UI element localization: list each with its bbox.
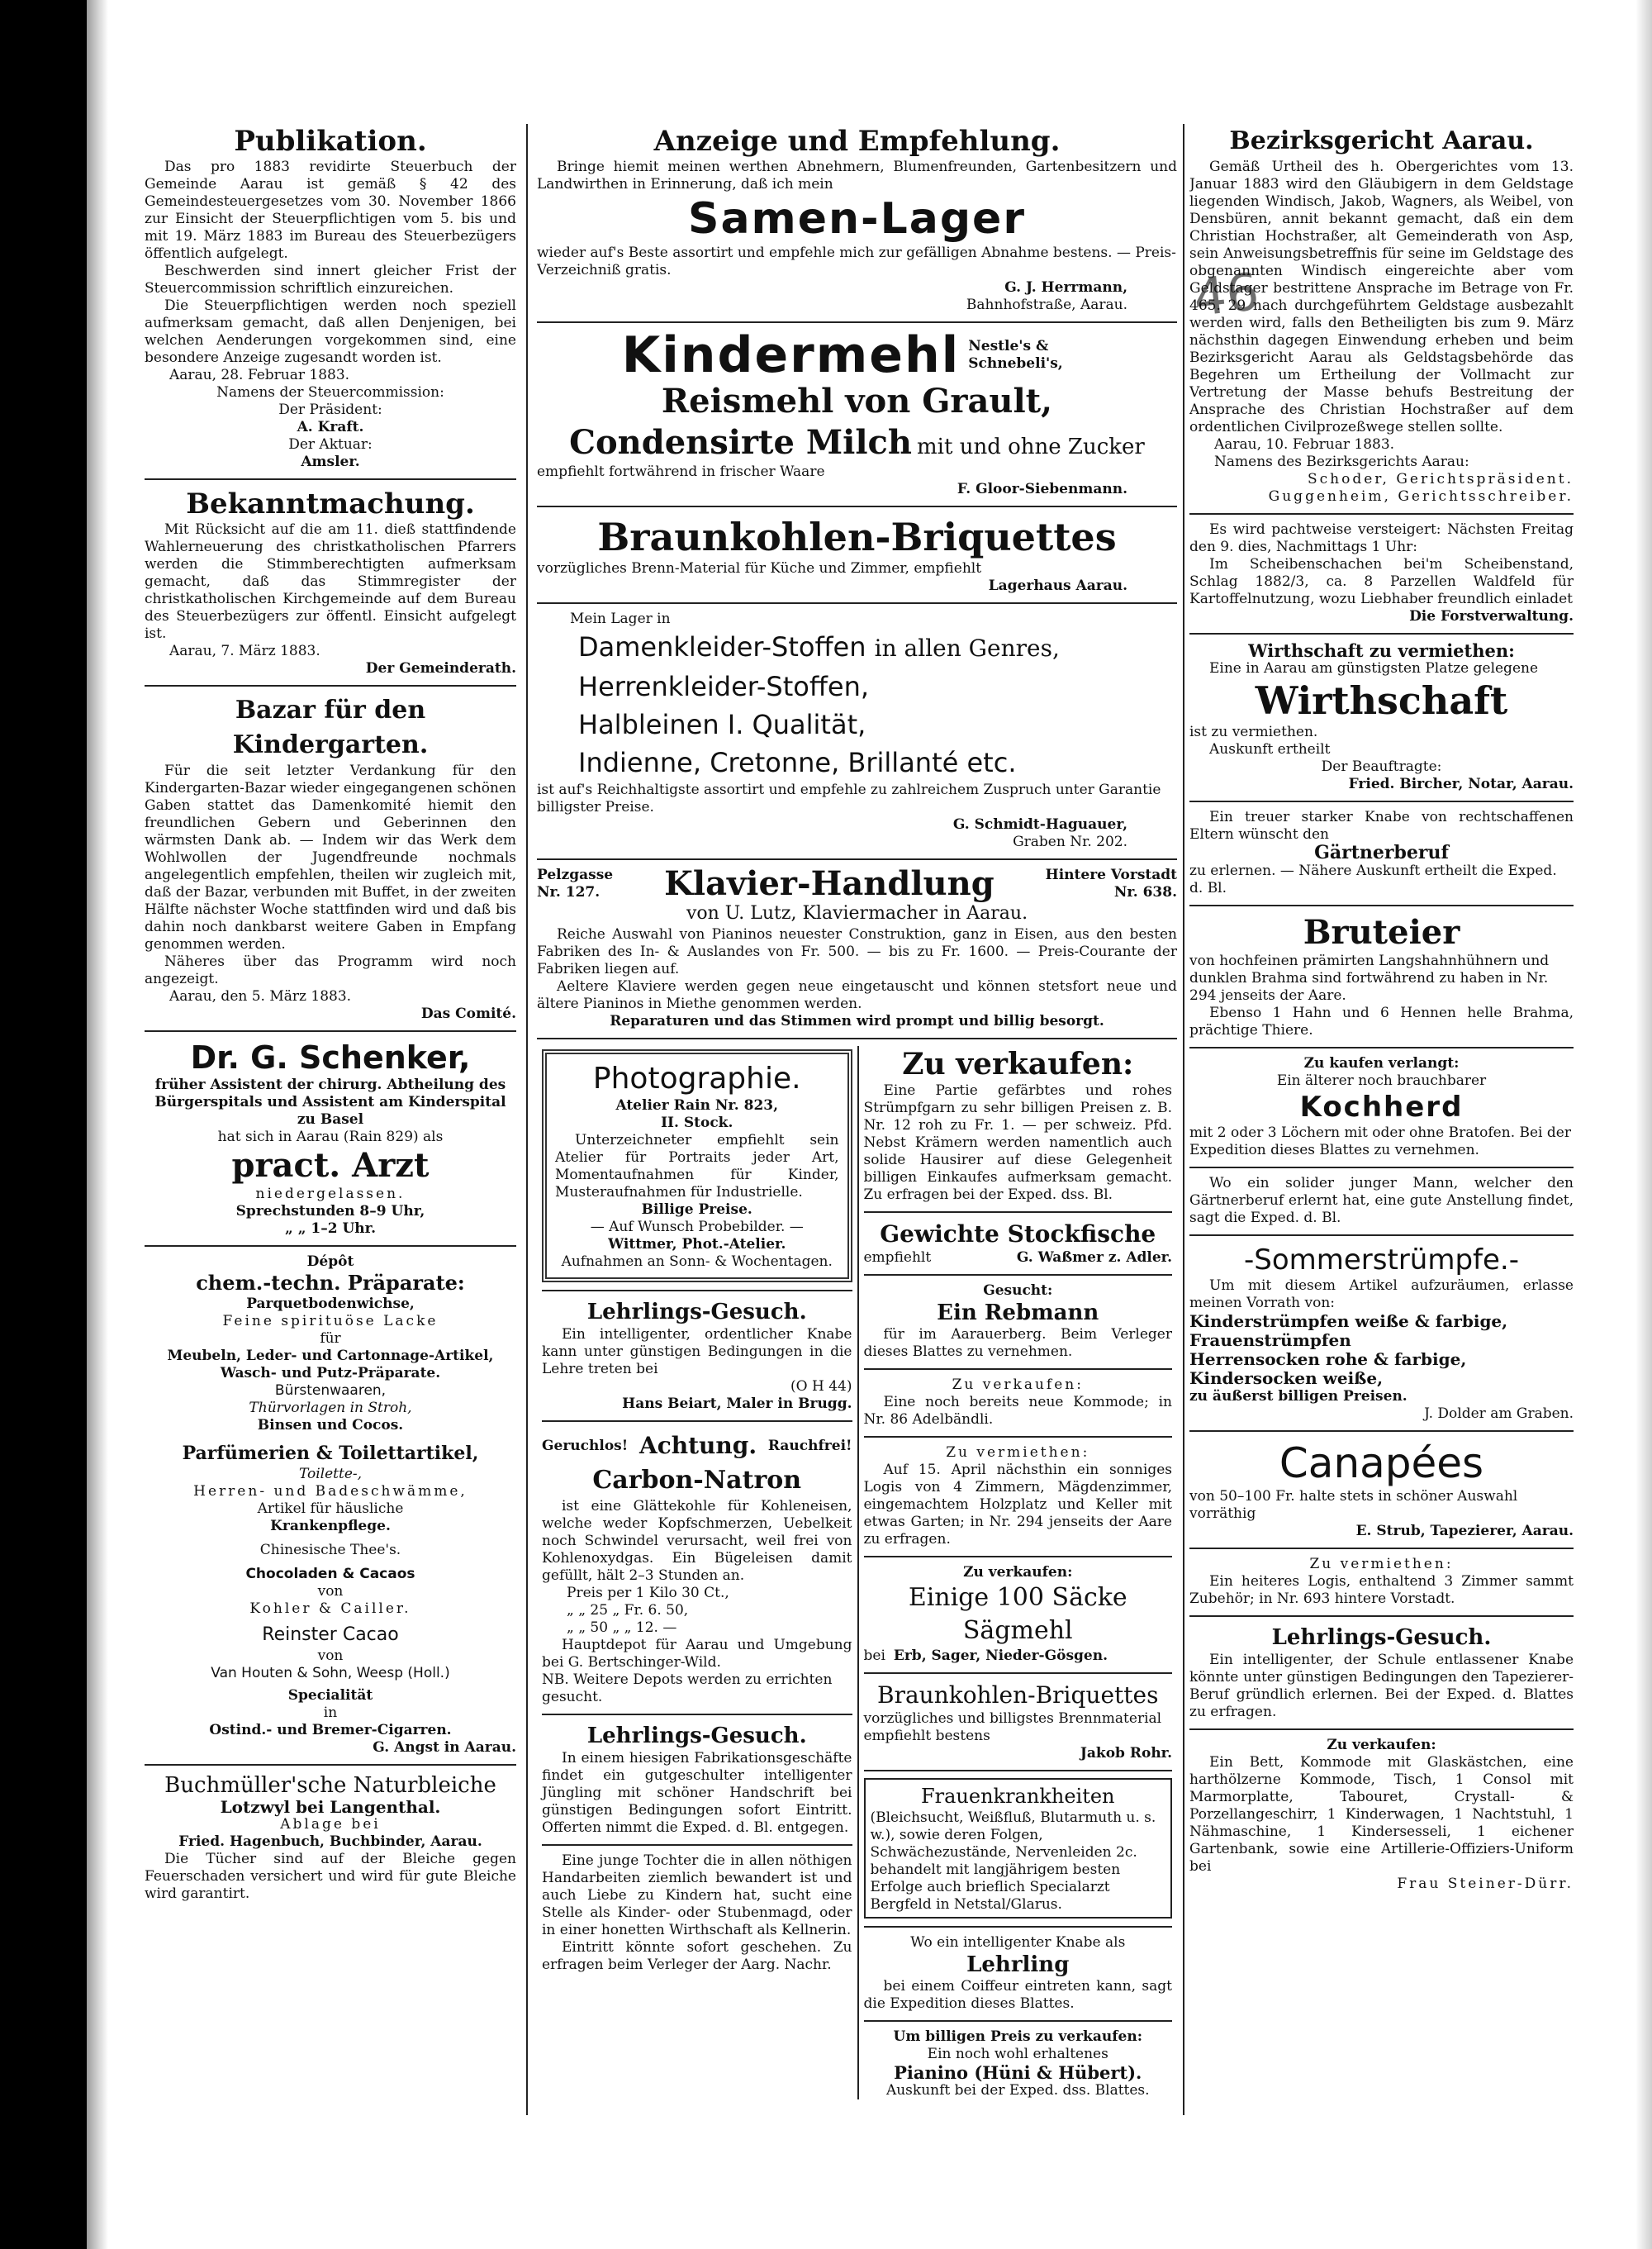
ad-samen bbox=[537, 124, 1177, 314]
ad-pianino bbox=[864, 2028, 1173, 2099]
ad-line: für bbox=[320, 1330, 341, 1347]
ad-subtitle: Lotzwyl bei Langenthal. bbox=[220, 1797, 441, 1817]
ad-signature: Wittmer, Phot.-Atelier. bbox=[608, 1236, 786, 1253]
ad-title: Gesucht: bbox=[983, 1282, 1053, 1299]
ad-line: Feine spirituöse Lacke bbox=[222, 1313, 439, 1329]
ad-body: In einem hiesigen Fabrikationsgeschäfte findet ein gutgeschulter intelligenter Jüngling mit schöner Handschrift bei günstigen Bedingungen sofort Eintritt. Offerten nimmt die Exped. d. Bl. entgegen. bbox=[542, 1750, 852, 1836]
ad-signature: Die Forstverwaltung. bbox=[1409, 608, 1574, 625]
ad-subtitle: chem.-techn. Präparate: bbox=[196, 1271, 465, 1295]
ad-signature: G. Angst in Aarau. bbox=[373, 1739, 516, 1756]
ad-on-behalf: Namens der Steuercommission: bbox=[216, 384, 444, 401]
ad-date: Aarau, 28. Februar 1883. bbox=[169, 367, 350, 383]
ad-signature: J. Dolder am Graben. bbox=[1424, 1405, 1574, 1422]
ad-body: Die Tücher sind auf der Bleiche gegen Feuerschaden versichert und wird für gute Bleiche wird garantirt. bbox=[145, 1851, 516, 1902]
ad-headline: Kochherd bbox=[1299, 1091, 1464, 1124]
page-edge bbox=[1635, 0, 1652, 2249]
ad-body: für im Aarauerberg. Beim Verleger dieses Blattes zu vernehmen. bbox=[863, 1326, 1172, 1360]
ad-intro: Mein Lager in bbox=[570, 611, 671, 627]
ad-title: Braunkohlen-Briquettes bbox=[877, 1681, 1159, 1709]
ad-klavier bbox=[537, 864, 1177, 1030]
ad-title: Gewichte Stockfische bbox=[880, 1220, 1156, 1248]
divider bbox=[864, 1672, 1173, 1674]
ad-vermiethen bbox=[864, 1444, 1173, 1548]
ad-line: Toilette-, bbox=[298, 1466, 363, 1482]
ad-address: Pelzgasse bbox=[537, 867, 614, 883]
ad-address: Nr. 638. bbox=[1113, 884, 1177, 901]
ad-body: bei bbox=[863, 1648, 885, 1664]
ad-signature: Amsler. bbox=[301, 454, 360, 470]
ad-line: von bbox=[317, 1648, 344, 1664]
ad-line: Meubeln, Leder- und Cartonnage-Artikel, bbox=[167, 1348, 494, 1364]
ad-body: Auskunft ertheilt bbox=[1209, 741, 1331, 758]
ad-signature: Erb, Sager, Nieder-Gösgen. bbox=[893, 1648, 1108, 1664]
ad-line: Kohler & Cailler. bbox=[249, 1600, 411, 1617]
column-divider-left bbox=[526, 124, 528, 2115]
ad-signature: Der Gemeinderath. bbox=[365, 660, 516, 677]
ad-line: in allen Genres, bbox=[874, 635, 1060, 662]
ad-signature: G. Schmidt-Haguauer, bbox=[952, 816, 1127, 833]
divider bbox=[864, 1436, 1173, 1438]
binding-shadow bbox=[87, 0, 108, 2249]
ad-line: Parquetbodenwichse, bbox=[246, 1296, 415, 1312]
ad-kommode bbox=[864, 1377, 1173, 1429]
ad-body: Ein älterer noch brauchbarer bbox=[1276, 1072, 1487, 1089]
divider bbox=[1189, 905, 1574, 906]
column-divider-right bbox=[1183, 124, 1184, 2115]
divider bbox=[864, 1211, 1173, 1213]
ad-achtung bbox=[542, 1429, 852, 1706]
ad-title: Zu verkaufen: bbox=[952, 1377, 1084, 1393]
ad-body: empfiehlt fortwährend in frischer Waare bbox=[537, 464, 825, 480]
ad-stoffe bbox=[537, 611, 1177, 851]
ad-body: empfiehlt bbox=[863, 1249, 932, 1266]
ad-brand: Nestle's & Schnebeli's, bbox=[968, 338, 1063, 372]
ad-headline: Samen-Lager bbox=[688, 194, 1026, 244]
divider bbox=[864, 1770, 1173, 1771]
ad-body: Das pro 1883 revidirte Steuerbuch der Gemeinde Aarau ist gemäß § 42 des Gemeindesteuergesetzes vom 30. November 1866 zur Einsicht der Steuerpflichtigen vom 5. bis und mit 19. März 1883 im Bureau des Steuerbezügers öffentlich aufgelegt. bbox=[145, 159, 516, 262]
ad-title: Wirthschaft zu vermiethen: bbox=[1248, 640, 1515, 661]
divider bbox=[537, 506, 1177, 507]
divider bbox=[537, 321, 1177, 323]
ad-body: Ein treuer starker Knabe von rechtschaffenen Eltern wünscht den bbox=[1189, 809, 1574, 843]
divider bbox=[864, 2020, 1173, 2022]
ad-signature: Guggenheim, Gerichtsschreiber. bbox=[1268, 488, 1574, 505]
ad-body: wieder auf's Beste assortirt und empfehle mich zur gefälligen Abnahme bestens. — Preis-Verzeichniß gratis. bbox=[537, 245, 1176, 278]
ad-body: Eine Partie gefärbtes und rohes Strümpfgarn zu sehr billigen Preisen z. B. Nr. 12 roh zu Fr. 1. — per schweiz. Pfd. Nebst Krämern werden namentlich auch solide Hausirer auf diese Gelegenheit billigen Einkaufes aufmerksam gemacht. Zu erfragen bei der Exped. dss. Bl. bbox=[863, 1082, 1172, 1203]
ad-body: Beschwerden sind innert gleicher Frist der Steuercommission schriftlich einzureichen. bbox=[145, 263, 516, 297]
ad-line: Atelier Rain Nr. 823, bbox=[615, 1097, 779, 1114]
subcolumn-right bbox=[857, 1046, 1178, 2099]
ad-body: Eintritt könnte sofort geschehen. Zu erfragen beim Verleger der Aarg. Nachr. bbox=[542, 1939, 852, 1973]
ad-body: von 50–100 Fr. halte stets in schöner Auswahl vorräthig bbox=[1189, 1488, 1518, 1522]
ad-body: Mit Rücksicht auf die am 11. dieß stattfindende Wahlerneuerung des christkatholischen Pfarrers werden die Stimmberechtigten aufmerksam gemacht, daß das Stimmregister der christkatholischen Kirchgemeinde auf dem Bureau des Steuerbezügers zur öffentl. Einsicht aufgelegt ist. bbox=[145, 521, 516, 642]
ad-signature: Hans Beiart, Maler in Brugg. bbox=[622, 1396, 852, 1412]
divider bbox=[145, 685, 516, 687]
ad-body: Ebenso 1 Hahn und 6 Hennen helle Brahma, prächtige Thiere. bbox=[1189, 1005, 1574, 1039]
ad-subtitle: von U. Lutz, Klaviermacher in Aarau. bbox=[686, 903, 1028, 924]
divider bbox=[145, 478, 516, 480]
ad-body: (Bleichsucht, Weißfluß, Blutarmuth u. s. w.), sowie deren Folgen, Schwächezustände, Nervenleiden 2c. behandelt mit langjährigem besten Erfolge auch brieflich Specialarzt Bergfeld in Netstal/Glarus. bbox=[870, 1809, 1156, 1913]
ad-moebel bbox=[1189, 1737, 1574, 1893]
ad-title: Gärtnerberuf bbox=[1314, 842, 1449, 863]
ad-line: Billige Preise. bbox=[641, 1201, 752, 1218]
ad-address: Bahnhofstraße, Aarau. bbox=[966, 297, 1127, 313]
ad-signature: G. J. Herrmann, bbox=[1004, 279, 1127, 296]
ad-body: Um mit diesem Artikel aufzuräumen, erlasse meinen Vorrath von: bbox=[1189, 1277, 1574, 1311]
ad-lehrling-2 bbox=[542, 1722, 852, 1837]
ad-line: Aufnahmen an Sonn- & Wochentagen. bbox=[561, 1253, 833, 1270]
ad-title: Frauenkrankheiten bbox=[920, 1785, 1115, 1808]
ad-signature: A. Kraft. bbox=[297, 419, 364, 435]
ad-body: mit 2 oder 3 Löchern mit oder ohne Bratofen. Bei der Expedition dieses Blattes zu vernehmen. bbox=[1189, 1124, 1571, 1158]
divider bbox=[864, 1926, 1173, 1928]
divider bbox=[1189, 1548, 1574, 1549]
ad-body: Wo ein solider junger Mann, welcher den Gärtnerberuf erlernt hat, eine gute Anstellung findet, sagt die Exped. d. Bl. bbox=[1189, 1175, 1574, 1226]
ad-line: Bürstenwaaren, bbox=[274, 1382, 387, 1399]
ad-headline: Wirthschaft bbox=[1255, 678, 1508, 723]
ad-line: II. Stock. bbox=[661, 1115, 733, 1131]
divider bbox=[537, 602, 1177, 604]
ad-body: niedergelassen. bbox=[255, 1186, 406, 1202]
divider bbox=[1189, 513, 1574, 515]
ad-title: Dr. G. Schenker, bbox=[190, 1039, 471, 1076]
ad-tag: Geruchlos! bbox=[542, 1437, 629, 1454]
ad-title: Dépôt bbox=[306, 1253, 354, 1270]
ad-headline: Einige 100 Säcke Sägmehl bbox=[908, 1583, 1127, 1645]
ad-title: Zu verkaufen: bbox=[902, 1047, 1134, 1082]
ad-line: Herren- und Badeschwämme, bbox=[193, 1483, 468, 1500]
ad-body: NB. Weitere Depots werden zu errichten gesucht. bbox=[542, 1671, 833, 1705]
ad-subtitle: Ein Rebmann bbox=[937, 1300, 1099, 1325]
ad-body: hat sich in Aarau (Rain 829) als bbox=[217, 1129, 444, 1145]
divider bbox=[537, 858, 1177, 860]
ad-body: Ein Bett, Kommode mit Glaskästchen, eine harthölzerne Kommode, Tisch, 1 Consol mit Marmorplatte, Tabouret, Crystall- & Porzellangeschirr, 1 Kinderwagen, 1 Nachtstuhl, 1 Nähmaschine, 1 Kindersesseli, 1 eichener Gartenbank, sowie eine Artillerie-Offiziers-Uniform bei bbox=[1189, 1754, 1574, 1875]
ad-line: Chocoladen & Cacaos bbox=[245, 1566, 415, 1582]
ad-body: Unterzeichneter empfiehlt sein Atelier für Portraits jeder Art, Momentaufnahmen für Kinder, Musteraufnahmen für Industrielle. bbox=[555, 1132, 839, 1201]
ad-line: Ablage bei bbox=[280, 1816, 381, 1833]
column-right bbox=[1189, 124, 1574, 1893]
ad-tag: Rauchfrei! bbox=[767, 1437, 852, 1454]
ad-date: Aarau, 10. Februar 1883. bbox=[1214, 436, 1395, 453]
ad-body: Reiche Auswahl von Pianinos neuester Construktion, ganz in Eisen, aus den besten Fabriken des In- & Auslandes von Fr. 500. — bis zu Fr. 1600. — Preis-Courante der Fabriken liegen auf. bbox=[537, 926, 1177, 977]
divider bbox=[1189, 1234, 1574, 1236]
ad-lehrling-1 bbox=[542, 1298, 852, 1413]
ad-line: von bbox=[317, 1583, 344, 1600]
ad-line: Frauenstrümpfen bbox=[1189, 1330, 1351, 1350]
ad-title: Bezirksgericht Aarau. bbox=[1229, 126, 1534, 155]
ad-strumpfgarn bbox=[864, 1046, 1173, 1204]
ad-address: Nr. 127. bbox=[537, 884, 601, 901]
ad-line: Artikel für häusliche bbox=[257, 1500, 404, 1517]
ad-body: Aeltere Klaviere werden gegen neue eingetauscht und können stetsfort neue und ältere Pianinos in Miethe genommen werden. bbox=[537, 978, 1177, 1012]
ad-signature: Fried. Bircher, Notar, Aarau. bbox=[1348, 776, 1574, 792]
divider bbox=[864, 1368, 1173, 1370]
ad-line: Krankenpflege. bbox=[270, 1518, 391, 1534]
ad-body: Ein intelligenter, ordentlicher Knabe kann unter günstigen Bedingungen in die Lehre treten bei bbox=[542, 1326, 852, 1377]
ad-body: vorzügliches Brenn-Material für Küche und Zimmer, empfiehlt bbox=[537, 560, 982, 577]
ad-signature: Jakob Rohr. bbox=[1080, 1745, 1172, 1762]
ad-line: Ostind.- und Bremer-Cigarren. bbox=[209, 1722, 452, 1738]
ad-line: Thürvorlagen in Stroh, bbox=[249, 1400, 412, 1416]
divider bbox=[1189, 1728, 1574, 1730]
subcolumn-left bbox=[537, 1046, 857, 1974]
ad-headline: Pianino (Hüni & Hübert). bbox=[894, 2062, 1142, 2083]
ad-body: ist eine Glättekohle für Kohleneisen, welche weder Kopfschmerzen, Uebelkeit noch Schwindel verursacht, weil frei von Kohlenoxydgas. Ein Bügeleisen damit gefüllt, hält 2–3 Stunden an. bbox=[542, 1498, 852, 1584]
ad-pacht bbox=[1189, 521, 1574, 625]
ad-body: Es wird pachtweise versteigert: Nächsten Freitag den 9. dies, Nachmittags 1 Uhr: bbox=[1189, 521, 1574, 555]
ad-intro: Wo ein intelligenter Knabe als bbox=[910, 1934, 1126, 1951]
ad-mann bbox=[1189, 1175, 1574, 1227]
ad-body: Reparaturen und das Stimmen wird prompt und billig besorgt. bbox=[610, 1013, 1104, 1029]
ad-line: Halbleinen I. Qualität, bbox=[578, 709, 866, 740]
ad-canapees bbox=[1189, 1438, 1574, 1540]
divider bbox=[1189, 1430, 1574, 1432]
ad-address: Graben Nr. 202. bbox=[1013, 834, 1127, 850]
ad-wirthschaft bbox=[1189, 641, 1574, 793]
ad-body: Bringe hiemit meinen werthen Abnehmern, Blumenfreunden, Gartenbesitzern und Landwirthen in Erinnerung, daß ich mein bbox=[537, 159, 1177, 193]
ad-schenker bbox=[145, 1039, 516, 1238]
column-middle bbox=[537, 124, 1177, 2099]
ad-date: Aarau, 7. März 1883. bbox=[169, 643, 320, 659]
ad-body: von hochfeinen prämirten Langshahnhühnern und dunklen Brahma sind fortwährend zu haben in Nr. 294 jenseits der Aare. bbox=[1189, 953, 1550, 1004]
ad-signature: Lagerhaus Aarau. bbox=[988, 578, 1127, 594]
ad-title: Klavier-Handlung bbox=[664, 864, 995, 903]
ad-sommerstruempfe bbox=[1189, 1243, 1574, 1423]
ad-body: ist zu vermiethen. bbox=[1189, 724, 1318, 740]
ad-code: (O H 44) bbox=[790, 1378, 852, 1395]
ad-title: Zu kaufen verlangt: bbox=[1303, 1055, 1460, 1072]
ad-body: Auf 15. April nächsthin ein sonniges Logis von 4 Zimmern, Mägdenzimmer, eingemachtem Holzplatz und Keller mit etwas Garten; in Nr. 294 jenseits der Aare zu erfragen. bbox=[863, 1462, 1172, 1548]
ad-line: Chinesische Thee's. bbox=[259, 1542, 401, 1558]
ad-line: Fried. Hagenbuch, Buchbinder, Aarau. bbox=[178, 1833, 482, 1850]
ad-title: Bazar für den Kindergarten. bbox=[232, 696, 429, 759]
ad-signature: E. Strub, Tapezierer, Aarau. bbox=[1355, 1523, 1574, 1539]
ad-body: Auskunft bei der Exped. dss. Blattes. bbox=[885, 2082, 1150, 2099]
ad-body: Eine noch bereits neue Kommode; in Nr. 86 Adelbändli. bbox=[863, 1394, 1172, 1428]
ad-title: Lehrlings-Gesuch. bbox=[586, 1300, 807, 1324]
ad-saegmehl bbox=[864, 1564, 1173, 1665]
ad-title: Zu verkaufen: bbox=[963, 1564, 1073, 1581]
ad-body: Der Beauftragte: bbox=[1321, 758, 1442, 775]
ad-signature: Das Comité. bbox=[420, 1006, 516, 1022]
ad-logis bbox=[1189, 1556, 1574, 1608]
ad-tochter bbox=[542, 1852, 852, 1974]
ad-publikation bbox=[145, 124, 516, 471]
ad-line: Specialität bbox=[287, 1687, 373, 1704]
ad-title: Canapées bbox=[1279, 1439, 1484, 1487]
ad-price: „ „ 25 „ Fr. 6. 50, bbox=[567, 1602, 689, 1619]
ad-rebmann bbox=[864, 1282, 1173, 1361]
ad-subtitle: pract. Arzt bbox=[231, 1146, 430, 1185]
ad-body: Die Steuerpflichtigen werden noch speziell aufmerksam gemacht, daß allen Denjenigen, bei welchen Aenderungen vorgekommen sind, eine besondere Anzeige zugesandt worden ist. bbox=[145, 297, 516, 366]
ad-bleiche bbox=[145, 1772, 516, 1903]
divider bbox=[145, 1245, 516, 1247]
ad-role: Der Aktuar: bbox=[288, 436, 373, 453]
ad-line: Parfümerien & Toilettartikel, bbox=[182, 1443, 479, 1464]
divider bbox=[1189, 801, 1574, 802]
divider bbox=[145, 1764, 516, 1766]
ad-body: Hauptdepot für Aarau und Umgebung bei G. Bertschinger-Wild. bbox=[542, 1637, 852, 1671]
ad-line: Van Houten & Sohn, Weesp (Holl.) bbox=[211, 1665, 450, 1681]
ad-body: zu erlernen. — Nähere Auskunft ertheilt die Exped. d. Bl. bbox=[1189, 863, 1557, 896]
ad-hours: Sprechstunden 8–9 Uhr, bbox=[235, 1203, 425, 1220]
ad-lehrling-3 bbox=[864, 1934, 1173, 2013]
ad-price: „ „ 50 „ „ 12. — bbox=[567, 1619, 677, 1636]
ad-title: Lehrlings-Gesuch. bbox=[1271, 1625, 1492, 1650]
ad-title: Lehrlings-Gesuch. bbox=[586, 1724, 807, 1748]
divider bbox=[537, 1038, 1177, 1039]
ad-bruteier bbox=[1189, 913, 1574, 1039]
divider bbox=[542, 1844, 852, 1846]
ad-hours: „ „ 1–2 Uhr. bbox=[285, 1220, 376, 1237]
ad-bazar bbox=[145, 693, 516, 1023]
ad-body: Ein intelligenter, der Schule entlassener Knabe könnte unter günstigen Bedingungen den Tapezierer-Beruf gründlich erlernen. Bei der Exped. d. Blattes zu erfragen. bbox=[1189, 1652, 1574, 1720]
ad-kindermehl bbox=[537, 326, 1177, 498]
ad-role: Der Präsident: bbox=[278, 402, 382, 418]
ad-price: Preis per 1 Kilo 30 Ct., bbox=[567, 1585, 729, 1601]
ad-title: Achtung. bbox=[638, 1432, 757, 1459]
ad-title: Zu vermiethen: bbox=[1309, 1556, 1454, 1572]
ad-headline: Kindermehl bbox=[621, 326, 961, 384]
ad-body: früher Assistent der chirurg. Abtheilung des Bürgerspitals und Assistent am Kinderspital zu Basel bbox=[154, 1077, 506, 1128]
ad-title: Bruteier bbox=[1303, 913, 1460, 952]
divider bbox=[542, 1420, 852, 1422]
divider bbox=[864, 1556, 1173, 1557]
ad-line: Binsen und Cocos. bbox=[257, 1417, 404, 1434]
two-column-section bbox=[537, 1046, 1177, 2099]
handwritten-page-number: 46 bbox=[1190, 261, 1262, 328]
column-left bbox=[145, 124, 516, 1903]
ad-line: Reinster Cacao bbox=[262, 1624, 399, 1645]
ad-line: Condensirte Milch bbox=[569, 423, 912, 462]
ad-bezirksgericht bbox=[1189, 124, 1574, 506]
divider bbox=[145, 1030, 516, 1032]
ad-body: Für die seit letzter Verdankung für den Kindergarten-Bazar wieder eingegangenen schönen Gaben stattet das Damenkomité hiemit den freundlichen Gebern und Geberinnen den wärmsten Dank ab. — Indem wir das Werk dem Wohlwollen der Jugendfreunde nochmals angelegentlich empfehlen, theilen wir zugleich mit, daß der Bazar, verbunden mit Buffet, in der zweiten Hälfte nächster Woche stattfinden wird und daß bis dahin noch dankbarst weitere Gaben in Empfang genommen werden. bbox=[145, 763, 516, 953]
ad-subtitle: Carbon-Natron bbox=[592, 1466, 802, 1495]
ad-title: -Sommerstrümpfe.- bbox=[1243, 1243, 1520, 1277]
ad-photographie bbox=[542, 1049, 852, 1282]
divider bbox=[1189, 1047, 1574, 1048]
ad-line: mit und ohne Zucker bbox=[917, 435, 1145, 459]
ad-title: Braunkohlen-Briquettes bbox=[597, 515, 1117, 559]
ad-body: bei einem Coiffeur eintreten kann, sagt die Expedition dieses Blattes. bbox=[863, 1978, 1172, 2012]
ad-title: Buchmüller'sche Naturbleiche bbox=[164, 1773, 496, 1798]
ad-body: Im Scheibenschachen bei'm Scheibenstand, Schlag 1882/3, ca. 8 Parzellen Waldfeld für Kartoffelnutzung, wozu Liebhaber freundlich einladet bbox=[1189, 556, 1574, 607]
ad-body: Eine junge Tochter die in allen nöthigen Handarbeiten ziemlich bewandert ist und auch Liebe zu Kindern hat, sucht eine Stelle als Kinder- oder Stubenmagd, oder in einer honetten Wirthschaft als Kellnerin. bbox=[542, 1852, 852, 1938]
ad-lehrling-4 bbox=[1189, 1624, 1574, 1721]
ad-line: Indienne, Cretonne, Brillanté etc. bbox=[578, 747, 1017, 778]
ad-line: — Auf Wunsch Probebilder. — bbox=[590, 1219, 804, 1235]
ad-bekanntmachung bbox=[145, 487, 516, 678]
divider bbox=[1189, 1167, 1574, 1168]
ad-kochherd bbox=[1189, 1055, 1574, 1159]
ad-line: in bbox=[323, 1705, 338, 1721]
ad-title: Publikation. bbox=[234, 125, 427, 158]
ad-line: Herrenkleider-Stoffen, bbox=[578, 671, 870, 702]
ad-body: vorzügliches und billigstes Brennmaterial empfiehlt bestens bbox=[863, 1710, 1162, 1744]
ad-body: Ein heiteres Logis, enthaltend 3 Zimmer sammt Zubehör; in Nr. 693 hintere Vorstadt. bbox=[1189, 1573, 1574, 1607]
ad-line: Herrensocken rohe & farbige, bbox=[1189, 1349, 1467, 1369]
ad-body: Ein noch wohl erhaltenes bbox=[927, 2046, 1108, 2062]
ad-signature: Schoder, Gerichtspräsident. bbox=[1307, 471, 1574, 487]
ad-line: Kindersocken weiße, bbox=[1189, 1368, 1384, 1388]
ad-body: ist auf's Reichhaltigste assortirt und empfehle zu zahlreichem Zuspruch unter Garantie billigster Preise. bbox=[537, 782, 1161, 815]
ad-gaertner bbox=[1189, 809, 1574, 897]
ad-title: Um billigen Preis zu verkaufen: bbox=[893, 2028, 1142, 2045]
divider bbox=[1189, 1615, 1574, 1617]
ad-braunkohlen bbox=[537, 514, 1177, 595]
ad-title: Zu vermiethen: bbox=[946, 1444, 1090, 1461]
ad-title: Anzeige und Empfehlung. bbox=[653, 125, 1061, 158]
ad-title: Lehrling bbox=[966, 1952, 1070, 1977]
divider bbox=[864, 1274, 1173, 1276]
ad-line: Damenkleider-Stoffen bbox=[578, 631, 866, 663]
ad-title: Zu verkaufen: bbox=[1327, 1737, 1436, 1753]
ad-title: Bekanntmachung. bbox=[186, 487, 475, 521]
ad-signature: G. Waßmer z. Adler. bbox=[1016, 1249, 1172, 1266]
ad-body: Näheres über das Programm wird noch angezeigt. bbox=[145, 953, 516, 987]
divider bbox=[542, 1290, 852, 1291]
ad-depot bbox=[145, 1253, 516, 1757]
ad-on-behalf: Namens des Bezirksgerichts Aarau: bbox=[1214, 454, 1469, 470]
ad-line: Reismehl von Grault, bbox=[661, 382, 1053, 421]
ad-title: Photographie. bbox=[592, 1062, 801, 1096]
ad-stockfische bbox=[864, 1220, 1173, 1267]
ad-date: Aarau, den 5. März 1883. bbox=[169, 988, 352, 1005]
ad-frauenkrankheiten bbox=[864, 1778, 1173, 1919]
ad-body: Eine in Aarau am günstigsten Platze gelegene bbox=[1209, 660, 1539, 677]
ad-body: Gemäß Urtheil des h. Obergerichtes vom 13. Januar 1883 wird den Gläubigern in dem Geldstage liegenden Windisch, Jakob, Wagners, als Weibel, von Densbüren, annit bekannt gemacht, daß ein dem Christian Hochstraßer, alt Gemeinderath von Asp, sein Anweisungsbetreffnis für seine im Geldstage des obgenannten Windisch eingereichte aber vom Geldstager bestrittene Ansprache im Betrage von Fr. 465. 29 nach durchgeführtem Geldstage ausbezahlt werden wird, falls den Betheiligten bis zum 9. März nächsthin dagegen Einwendung erheben und beim Bezirksgericht Aarau als Geldstagsbehörde das Begehren um Ertheilung der Vollmacht zur Vertretung der Masse behufs Bestreitung der Ansprache des Christian Hochstraßer auf dem ordentlichen Civilprozeßwege stellen sollte. bbox=[1189, 159, 1574, 435]
ad-line: zu äußerst billigen Preisen. bbox=[1189, 1388, 1408, 1405]
ad-line: Kinderstrümpfen weiße & farbige, bbox=[1189, 1311, 1508, 1331]
divider bbox=[542, 1714, 852, 1715]
ad-address: Hintere Vorstadt bbox=[1045, 867, 1177, 883]
ad-signature: F. Gloor-Siebenmann. bbox=[957, 481, 1127, 497]
ad-briquettes-2 bbox=[864, 1681, 1173, 1762]
divider bbox=[1189, 633, 1574, 635]
ad-signature: Frau Steiner-Dürr. bbox=[1397, 1876, 1574, 1892]
ad-line: Wasch- und Putz-Präparate. bbox=[220, 1365, 441, 1381]
